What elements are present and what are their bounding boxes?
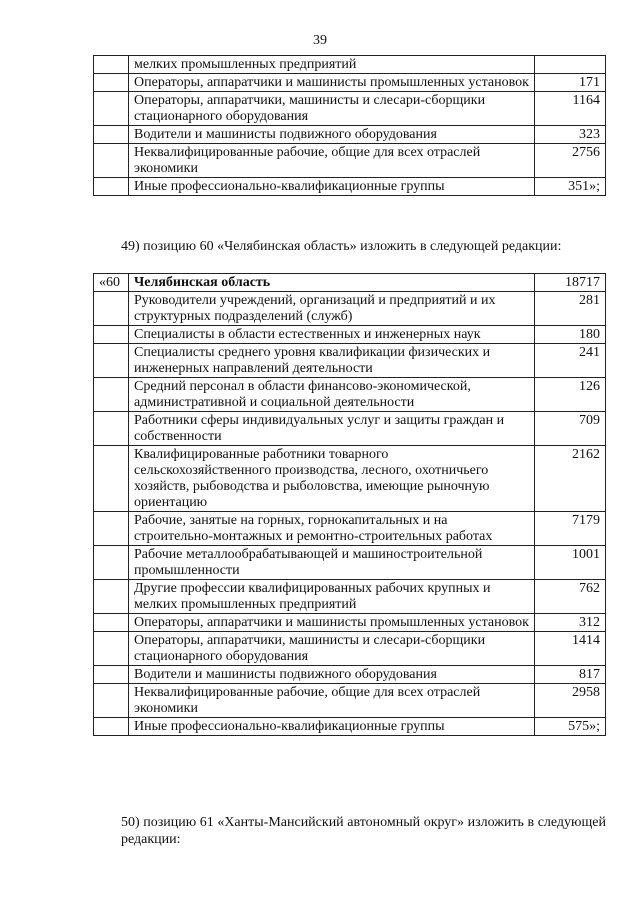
occupation-value: 241	[535, 344, 606, 378]
occupation-group: Неквалифицированные рабочие, общие для всех отраслей экономики	[129, 144, 535, 178]
region-name: Челябинская область	[129, 274, 535, 292]
row-number-cell	[94, 546, 129, 580]
occupation-group: Рабочие металлообрабатывающей и машиностроительной промышленности	[129, 546, 535, 580]
occupation-group: Операторы, аппаратчики и машинисты промышленных установок	[129, 74, 535, 92]
row-number-cell	[94, 344, 129, 378]
occupation-value: 817	[535, 666, 606, 684]
occupation-value	[535, 56, 606, 74]
occupation-value: 7179	[535, 512, 606, 546]
row-number-cell	[94, 378, 129, 412]
row-number-cell	[94, 56, 129, 74]
occupation-value: 171	[535, 74, 606, 92]
table-row	[94, 546, 606, 580]
row-number-cell	[94, 178, 129, 196]
row-number-cell	[94, 292, 129, 326]
table-row	[94, 684, 606, 718]
table-row	[94, 378, 606, 412]
occupation-value: 351»;	[535, 178, 606, 196]
table-row	[94, 580, 606, 614]
paragraph-50-text: 50) позицию 61 «Ханты-Мансийский автономный округ» изложить в следующей редакции:	[121, 815, 606, 847]
table-row	[94, 412, 606, 446]
occupation-group: Операторы, аппаратчики, машинисты и слесари-сборщики стационарного оборудования	[129, 632, 535, 666]
occupation-group: Специалисты в области естественных и инженерных наук	[129, 326, 535, 344]
table-row	[94, 292, 606, 326]
row-number-cell	[94, 92, 129, 126]
occupation-group: Иные профессионально-квалификационные группы	[129, 718, 535, 736]
table-row	[94, 74, 606, 92]
position-number: «60	[94, 274, 129, 292]
row-number-cell	[94, 446, 129, 512]
table-row-header	[94, 274, 606, 292]
table-row	[94, 512, 606, 546]
row-number-cell	[94, 512, 129, 546]
table-row	[94, 446, 606, 512]
occupation-value: 1164	[535, 92, 606, 126]
row-number-cell	[94, 412, 129, 446]
row-number-cell	[94, 614, 129, 632]
paragraph-49	[93, 238, 606, 255]
occupation-value: 709	[535, 412, 606, 446]
occupation-group: мелких промышленных предприятий	[129, 56, 535, 74]
table-row	[94, 632, 606, 666]
occupation-value: 126	[535, 378, 606, 412]
table-row	[94, 92, 606, 126]
row-number-cell	[94, 144, 129, 178]
table-row	[94, 666, 606, 684]
occupation-group: Руководители учреждений, организаций и предприятий и их структурных подразделений (служб)	[129, 292, 535, 326]
row-number-cell	[94, 580, 129, 614]
occupation-group: Квалифицированные работники товарного сельскохозяйственного производства, лесного, охотничьего хозяйств, рыбоводства и рыболовства, имеющие рыночную ориентацию	[129, 446, 535, 512]
row-number-cell	[94, 684, 129, 718]
paragraph-50	[93, 814, 606, 848]
table-row	[94, 718, 606, 736]
row-number-cell	[94, 632, 129, 666]
row-number-cell	[94, 74, 129, 92]
occupation-value: 762	[535, 580, 606, 614]
region-total: 18717	[535, 274, 606, 292]
occupation-group: Специалисты среднего уровня квалификации физических и инженерных направлений деятельности	[129, 344, 535, 378]
occupation-group: Средний персонал в области финансово-экономической, административной и социальной деятельности	[129, 378, 535, 412]
occupation-group: Операторы, аппаратчики, машинисты и слесари-сборщики стационарного оборудования	[129, 92, 535, 126]
occupation-group: Водители и машинисты подвижного оборудования	[129, 126, 535, 144]
table-continuation	[93, 55, 606, 196]
occupation-value: 2958	[535, 684, 606, 718]
row-number-cell	[94, 326, 129, 344]
table-row	[94, 326, 606, 344]
row-number-cell	[94, 126, 129, 144]
table-row	[94, 56, 606, 74]
occupation-value: 2756	[535, 144, 606, 178]
occupation-group: Операторы, аппаратчики и машинисты промышленных установок	[129, 614, 535, 632]
occupation-value: 180	[535, 326, 606, 344]
table-row	[94, 126, 606, 144]
table-chelyabinsk	[93, 273, 606, 736]
occupation-group: Рабочие, занятые на горных, горнокапитальных и на строительно-монтажных и ремонтно-строительных работах	[129, 512, 535, 546]
occupation-group: Иные профессионально-квалификационные группы	[129, 178, 535, 196]
row-number-cell	[94, 666, 129, 684]
occupation-value: 323	[535, 126, 606, 144]
occupation-group: Работники сферы индивидуальных услуг и защиты граждан и собственности	[129, 412, 535, 446]
occupation-value: 1414	[535, 632, 606, 666]
paragraph-49-text: 49) позицию 60 «Челябинская область» изложить в следующей редакции:	[121, 239, 562, 254]
table-row	[94, 144, 606, 178]
occupation-group: Другие профессии квалифицированных рабочих крупных и мелких промышленных предприятий	[129, 580, 535, 614]
page-number: 39	[313, 33, 327, 48]
table-row	[94, 344, 606, 378]
occupation-group: Неквалифицированные рабочие, общие для всех отраслей экономики	[129, 684, 535, 718]
occupation-value: 1001	[535, 546, 606, 580]
occupation-value: 575»;	[535, 718, 606, 736]
occupation-group: Водители и машинисты подвижного оборудования	[129, 666, 535, 684]
occupation-value: 312	[535, 614, 606, 632]
occupation-value: 2162	[535, 446, 606, 512]
row-number-cell	[94, 718, 129, 736]
table-row	[94, 178, 606, 196]
occupation-value: 281	[535, 292, 606, 326]
table-row	[94, 614, 606, 632]
